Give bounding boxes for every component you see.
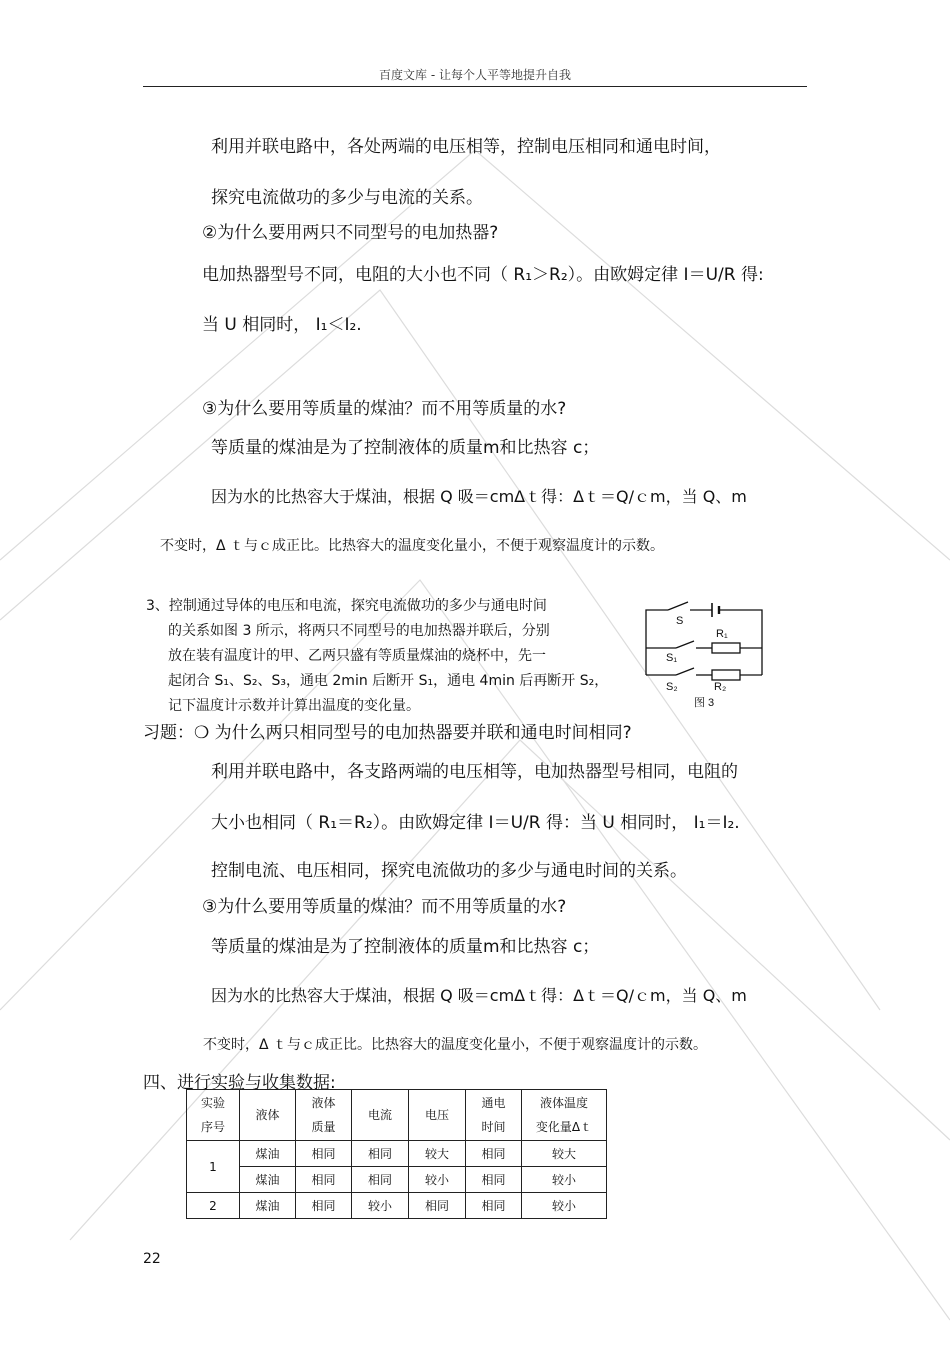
page-number: 22 — [143, 1251, 161, 1267]
table-cell: 较小 — [522, 1193, 607, 1219]
header-cell: 实验 序号 — [187, 1090, 240, 1141]
section-3-line-4: 起闭合 S₁、S₂、S₃，通电 2min 后断开 S₁，通电 4min 后再断开 S₂， — [168, 673, 609, 689]
table-cell: 相同 — [296, 1167, 352, 1193]
section-3-line-2: 的关系如图 3 所示，将两只不同型号的电加热器并联后，分别 — [168, 623, 550, 639]
section-3-line-3: 放在装有温度计的甲、乙两只盛有等质量煤油的烧杯中，先一 — [168, 648, 546, 664]
table-cell: 2 — [187, 1193, 240, 1219]
question-2: ②为什么要用两只不同型号的电加热器? — [202, 223, 499, 243]
para-line-7: 不变时，Δ ｔ与ｃ成正比。比热容大的温度变化量小，不便于观察温度计的示数。 — [160, 538, 665, 554]
table-header-row — [187, 1090, 607, 1141]
table-row — [187, 1141, 607, 1167]
table-cell: 煤油 — [240, 1193, 296, 1219]
table-cell: 较大 — [409, 1141, 466, 1167]
section-3-line-5: 记下温度计示数并计算出温度的变化量。 — [168, 698, 420, 714]
header-cell: 液体 — [240, 1090, 296, 1141]
table-cell: 相同 — [352, 1167, 409, 1193]
header-rule — [143, 86, 807, 87]
section-4-title: 四、进行实验与收集数据: — [143, 1073, 336, 1093]
exercise-line-1: 利用并联电路中，各支路两端的电压相等，电加热器型号相同，电阻的 — [211, 762, 738, 782]
table-cell: 相同 — [466, 1141, 522, 1167]
para-line-5: 等质量的煤油是为了控制液体的质量m和比热容 c； — [211, 438, 600, 458]
page-header: 百度文库 - 让每个人平等地提升自我 — [379, 68, 571, 82]
table-cell: 相同 — [296, 1141, 352, 1167]
para-line-6: 因为水的比热容大于煤油，根据 Q 吸＝cmΔｔ得：Δｔ＝Q/ｃm，当 Q、m — [211, 487, 747, 506]
header-cell: 通电 时间 — [466, 1090, 522, 1141]
question-3b: ③为什么要用等质量的煤油？而不用等质量的水? — [202, 897, 567, 917]
para-line-1: 利用并联电路中，各处两端的电压相等，控制电压相同和通电时间， — [211, 137, 721, 157]
circuit-diagram — [636, 598, 776, 710]
table-cell: 较大 — [522, 1141, 607, 1167]
table-row — [187, 1193, 607, 1219]
exercise-line-4: 等质量的煤油是为了控制液体的质量m和比热容 c； — [211, 937, 600, 957]
data-table — [186, 1089, 607, 1219]
exercise-line-5: 因为水的比热容大于煤油，根据 Q 吸＝cmΔｔ得：Δｔ＝Q/ｃm，当 Q、m — [211, 986, 747, 1005]
para-line-2: 探究电流做功的多少与电流的关系。 — [211, 188, 483, 208]
table-cell: 较小 — [409, 1167, 466, 1193]
exercise-line-2: 大小也相同（ R₁＝R₂）。由欧姆定律 I＝U/R 得：当 U 相同时， I₁＝I₂. — [211, 813, 740, 833]
table-cell: 煤油 — [240, 1167, 296, 1193]
question-3: ③为什么要用等质量的煤油？而不用等质量的水? — [202, 399, 567, 419]
label-s: S — [676, 615, 684, 627]
table-cell: 煤油 — [240, 1141, 296, 1167]
table-cell: 相同 — [352, 1141, 409, 1167]
section-3-line-1: 3、控制通过导体的电压和电流，探究电流做功的多少与通电时间 — [146, 598, 547, 614]
para-line-4: 当 U 相同时， I₁＜I₂. — [202, 315, 362, 335]
table-cell: 1 — [187, 1141, 240, 1193]
table-cell: 相同 — [466, 1193, 522, 1219]
label-r1: R₁ — [716, 628, 728, 640]
table-cell: 较小 — [352, 1193, 409, 1219]
table-row — [187, 1167, 607, 1193]
table-cell: 相同 — [466, 1167, 522, 1193]
table-cell: 较小 — [522, 1167, 607, 1193]
label-r2: R₂ — [714, 681, 727, 693]
label-s2: S₂ — [666, 681, 678, 693]
table-cell: 相同 — [409, 1193, 466, 1219]
exercise-title: 习题：❍ 为什么两只相同型号的电加热器要并联和通电时间相同? — [143, 723, 632, 743]
exercise-line-3: 控制电流、电压相同，探究电流做功的多少与通电时间的关系。 — [211, 861, 687, 881]
header-cell: 液体 质量 — [296, 1090, 352, 1141]
para-line-3: 电加热器型号不同，电阻的大小也不同（ R₁＞R₂）。由欧姆定律 I＝U/R 得: — [202, 265, 764, 285]
table-cell: 相同 — [296, 1193, 352, 1219]
figure-caption: 图 3 — [694, 697, 715, 709]
label-s1: S₁ — [666, 652, 678, 664]
header-cell: 液体温度 变化量Δｔ — [522, 1090, 607, 1141]
exercise-line-6: 不变时，Δ ｔ与ｃ成正比。比热容大的温度变化量小，不便于观察温度计的示数。 — [203, 1037, 708, 1053]
header-cell: 电压 — [409, 1090, 466, 1141]
header-cell: 电流 — [352, 1090, 409, 1141]
